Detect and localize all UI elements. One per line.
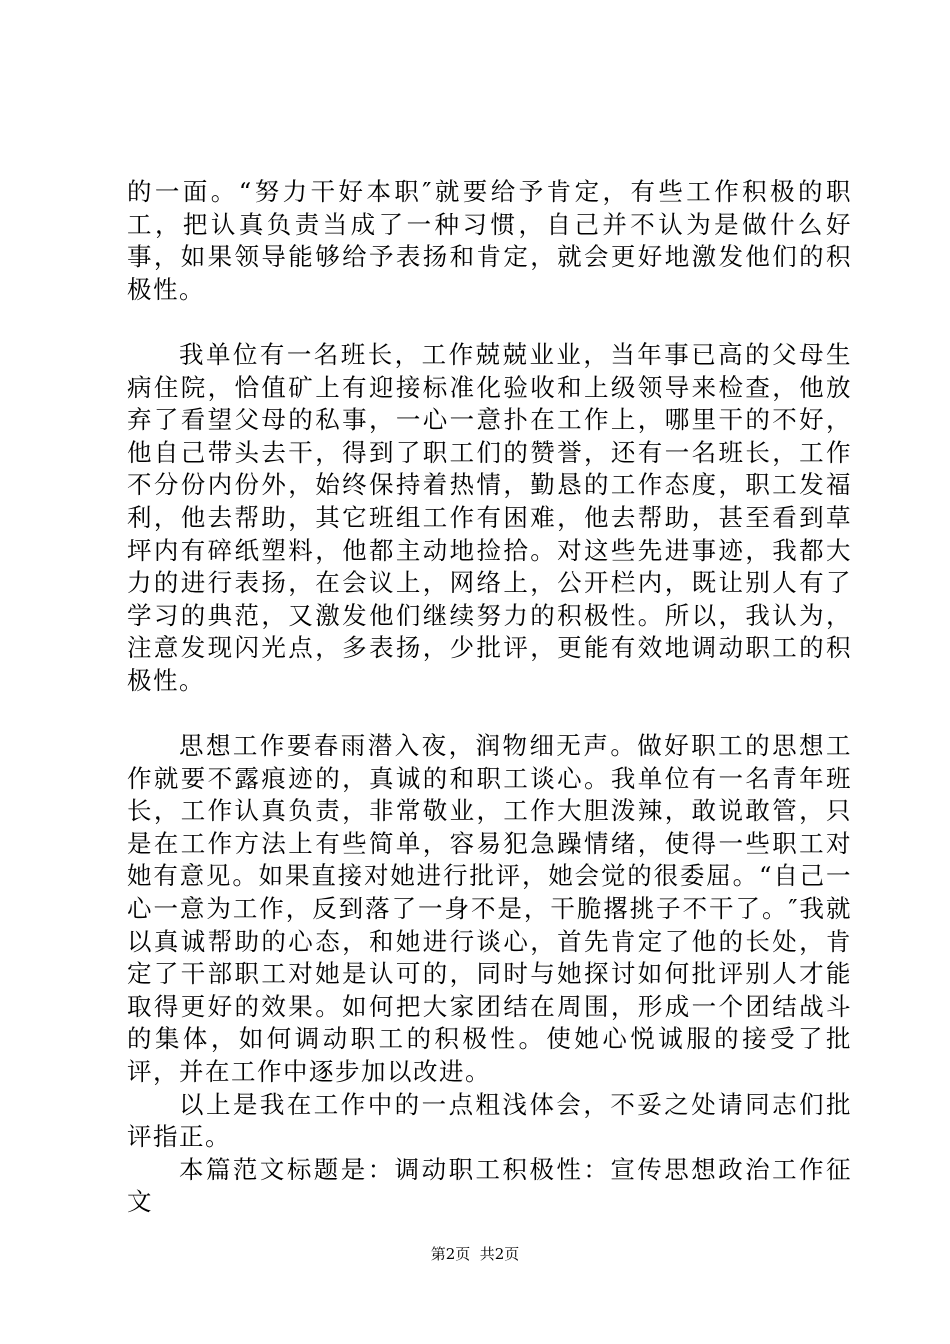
paragraph-title-note: 本篇范文标题是：调动职工积极性：宣传思想政治工作征文 [127,1154,852,1217]
paragraph-team-leader-examples: 我单位有一名班长，工作兢兢业业，当年事已高的父母生病住院，恰值矿上有迎接标准化验收和上级领导来检查，他放弃了看望父母的私事，一心一意扑在工作上，哪里干的不好，他自己带头去干，得到了职工们的赞誉，还有一名班长，工作不分份内份外，始终保持着热情，勤恳的工作态度，职工发福利，他去帮助，其它班组工作有困难，他去帮助，甚至看到草坪内有碎纸塑料，他都主动地捡拾。对这些先进事迹，我都大力的进行表扬，在会议上，网络上，公开栏内，既让别人有了学习的典范，又激发他们继续努力的积极性。所以，我认为，注意发现闪光点，多表扬，少批评，更能有效地调动职工的积极性。 [127,339,852,695]
paragraph-closing: 以上是我在工作中的一点粗浅体会，不妥之处请同志们批评指正。 [127,1089,852,1152]
document-body [127,176,852,1219]
paragraph-continuation: 的一面。“努力干好本职″就要给予肯定，有些工作积极的职工，把认真负责当成了一种习惯，自己并不认为是做什么好事，如果领导能够给予表扬和肯定，就会更好地激发他们的积极性。 [127,177,852,304]
page-footer [0,1244,950,1264]
page-number: 第2页 共2页 [430,1245,520,1263]
paragraph-ideological-work: 思想工作要春雨潜入夜，润物细无声。做好职工的思想工作就要不露痕迹的，真诚的和职工谈心。我单位有一名青年班长，工作认真负责，非常敬业，工作大胆泼辣，敢说敢管，只是在工作方法上有些简单，容易犯急躁情绪，使得一些职工对她有意见。如果直接对她进行批评，她会觉的很委屈。“自己一心一意为工作，反到落了一身不是，干脆撂挑子不干了。″我就以真诚帮助的心态，和她进行谈心，首先肯定了他的长处，肯定了干部职工对她是认可的，同时与她探讨如何批评别人才能取得更好的效果。如何把大家团结在周围，形成一个团结战斗的集体，如何调动职工的积极性。使她心悦诚服的接受了批评，并在工作中逐步加以改进。 [127,731,852,1087]
